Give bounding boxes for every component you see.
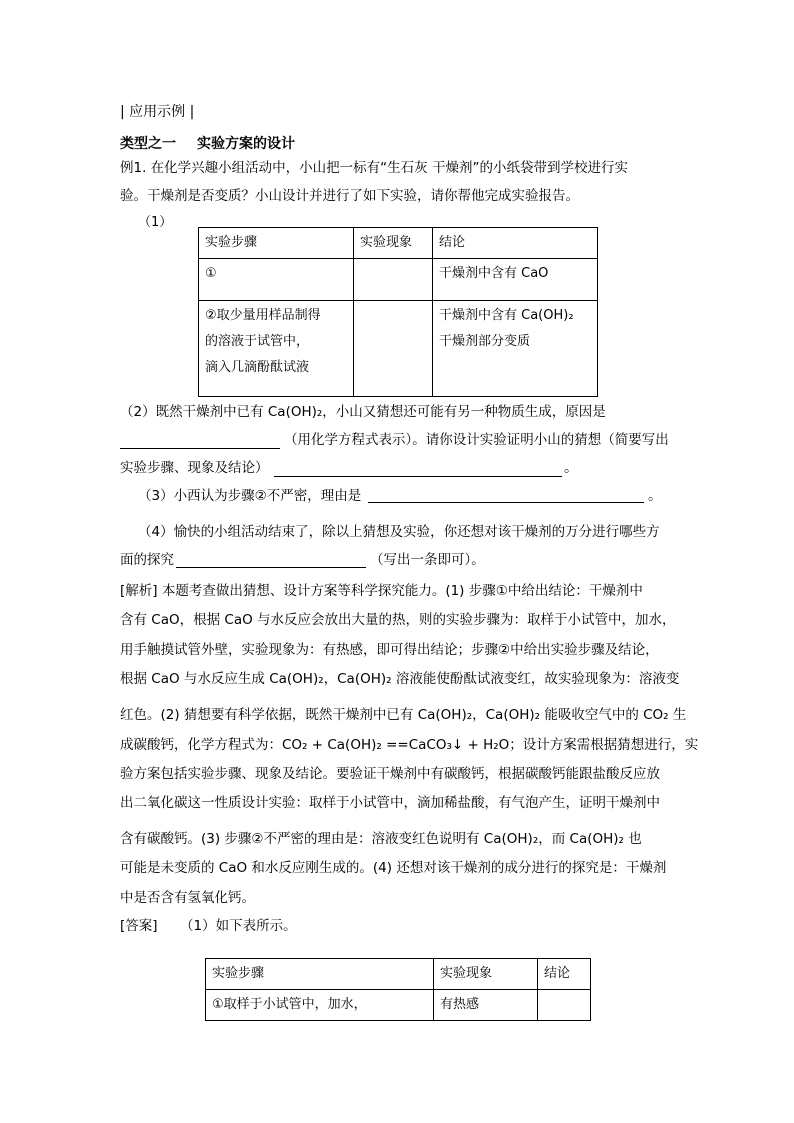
analysis-line: 红色。(2) 猜想要有科学依据，既然干燥剂中已有 Ca(OH)₂，Ca(OH)₂ 能吸收空气中的 CO₂ 生	[120, 707, 687, 723]
table-header-cell: 实验步骤	[199, 228, 354, 259]
table-row	[199, 259, 598, 301]
step-line: 的溶液于试管中，	[205, 334, 310, 349]
experiment-table	[198, 227, 598, 397]
analysis-line: 可能是未变质的 CaO 和水反应刚生成的。(4) 还想对该干燥剂的成分进行的探究是：干燥剂	[120, 860, 667, 876]
answer-table	[205, 958, 591, 1021]
conclusion-line: 干燥剂中含有 Ca(OH)₂	[439, 308, 574, 323]
question-2-line-1: （2）既然干燥剂中已有 Ca(OH)₂，小山又猜想还可能有另一种物质生成，原因是	[120, 404, 606, 420]
table-cell-phenomenon	[354, 259, 433, 301]
table-cell-step	[199, 301, 354, 397]
step-line: 滴入几滴酚酞试液	[205, 360, 310, 375]
table-header-row	[206, 959, 591, 990]
analysis-line: 含有碳酸钙。(3) 步骤②不严密的理由是：溶液变红色说明有 Ca(OH)₂，而 Ca(OH)₂ 也	[120, 831, 642, 847]
question-3: （3）小西认为步骤②不严密，理由是	[138, 488, 362, 504]
question-2-end: 。	[564, 460, 578, 476]
table-cell-phenomenon: 有热感	[434, 990, 538, 1021]
question-4-line-1: （4）愉快的小组活动结束了，除以上猜想及实验，你还想对该干燥剂的万分进行哪些方	[138, 524, 660, 540]
question-1-label: （1）	[138, 215, 173, 230]
section-header: | 应用示例 |	[120, 104, 195, 120]
answer-text: （1）如下表所示。	[180, 918, 297, 934]
table-header-cell: 结论	[433, 228, 598, 259]
question-4-line-2: 面的探究	[120, 552, 174, 568]
table-header-cell: 实验现象	[354, 228, 433, 259]
table-row	[199, 301, 598, 397]
question-2-line-2: （用化学方程式表示）。请你设计实验证明小山的猜想（简要写出	[284, 432, 669, 448]
answer-blank	[176, 567, 366, 568]
answer-blank	[274, 476, 562, 477]
table-cell-step: ①取样于小试管中，加水，	[206, 990, 434, 1021]
table-header-cell: 实验步骤	[206, 959, 434, 990]
analysis-line: 出二氧化碳这一性质设计实验：取样于小试管中，滴加稀盐酸，有气泡产生，证明干燥剂中	[120, 795, 660, 811]
analysis-line: 中是否含有氢氧化钙。	[120, 890, 255, 906]
table-row	[206, 990, 591, 1021]
table-cell-step: ①	[199, 259, 354, 301]
table-cell-conclusion	[433, 301, 598, 397]
question-2-line-3: 实验步骤、现象及结论）	[120, 460, 269, 476]
question-4-end: （写出一条即可）。	[370, 552, 485, 568]
answer-blank	[368, 502, 644, 503]
analysis-line: 根据 CaO 与水反应生成 Ca(OH)₂，Ca(OH)₂ 溶液能使酚酞试液变红，故实验现象为：溶液变	[120, 671, 680, 687]
example-line-2: 验。干燥剂是否变质？小山设计并进行了如下实验，请你帮他完成实验报告。	[120, 188, 579, 204]
question-3-end: 。	[648, 488, 662, 504]
table-cell-conclusion: 干燥剂中含有 CaO	[433, 259, 598, 301]
table-cell-conclusion	[538, 990, 591, 1021]
answer-blank	[120, 448, 280, 449]
answer-label: [答案]	[120, 918, 158, 934]
section-subtitle: 实验方案的设计	[197, 136, 295, 152]
analysis-line: 含有 CaO，根据 CaO 与水反应会放出大量的热，则的实验步骤为：取样于小试管中，加水，	[120, 612, 676, 628]
section-title: 类型之一	[120, 136, 176, 152]
analysis-line: 验方案包括实验步骤、现象及结论。要验证干燥剂中有碳酸钙，根据碳酸钙能跟盐酸反应放	[120, 766, 660, 782]
analysis-line: 用手触摸试管外壁，实验现象为：有热感，即可得出结论；步骤②中给出实验步骤及结论，	[120, 642, 659, 658]
table-header-cell: 实验现象	[434, 959, 538, 990]
example-line-1: 例1. 在化学兴趣小组活动中，小山把一标有“生石灰 干燥剂”的小纸袋带到学校进行实	[120, 160, 628, 176]
step-line: ②取少量用样品制得	[205, 308, 321, 323]
table-header-cell: 结论	[538, 959, 591, 990]
table-header-row	[199, 228, 598, 259]
conclusion-line: 干燥剂部分变质	[439, 334, 531, 349]
table-cell-phenomenon	[354, 301, 433, 397]
analysis-line: [解析] 本题考查做出猜想、设计方案等科学探究能力。(1) 步骤①中给出结论：干燥剂中	[120, 583, 643, 599]
analysis-line: 成碳酸钙，化学方程式为：CO₂ + Ca(OH)₂ ==CaCO₃↓ + H₂O；设计方案需根据猜想进行，实	[120, 737, 699, 753]
